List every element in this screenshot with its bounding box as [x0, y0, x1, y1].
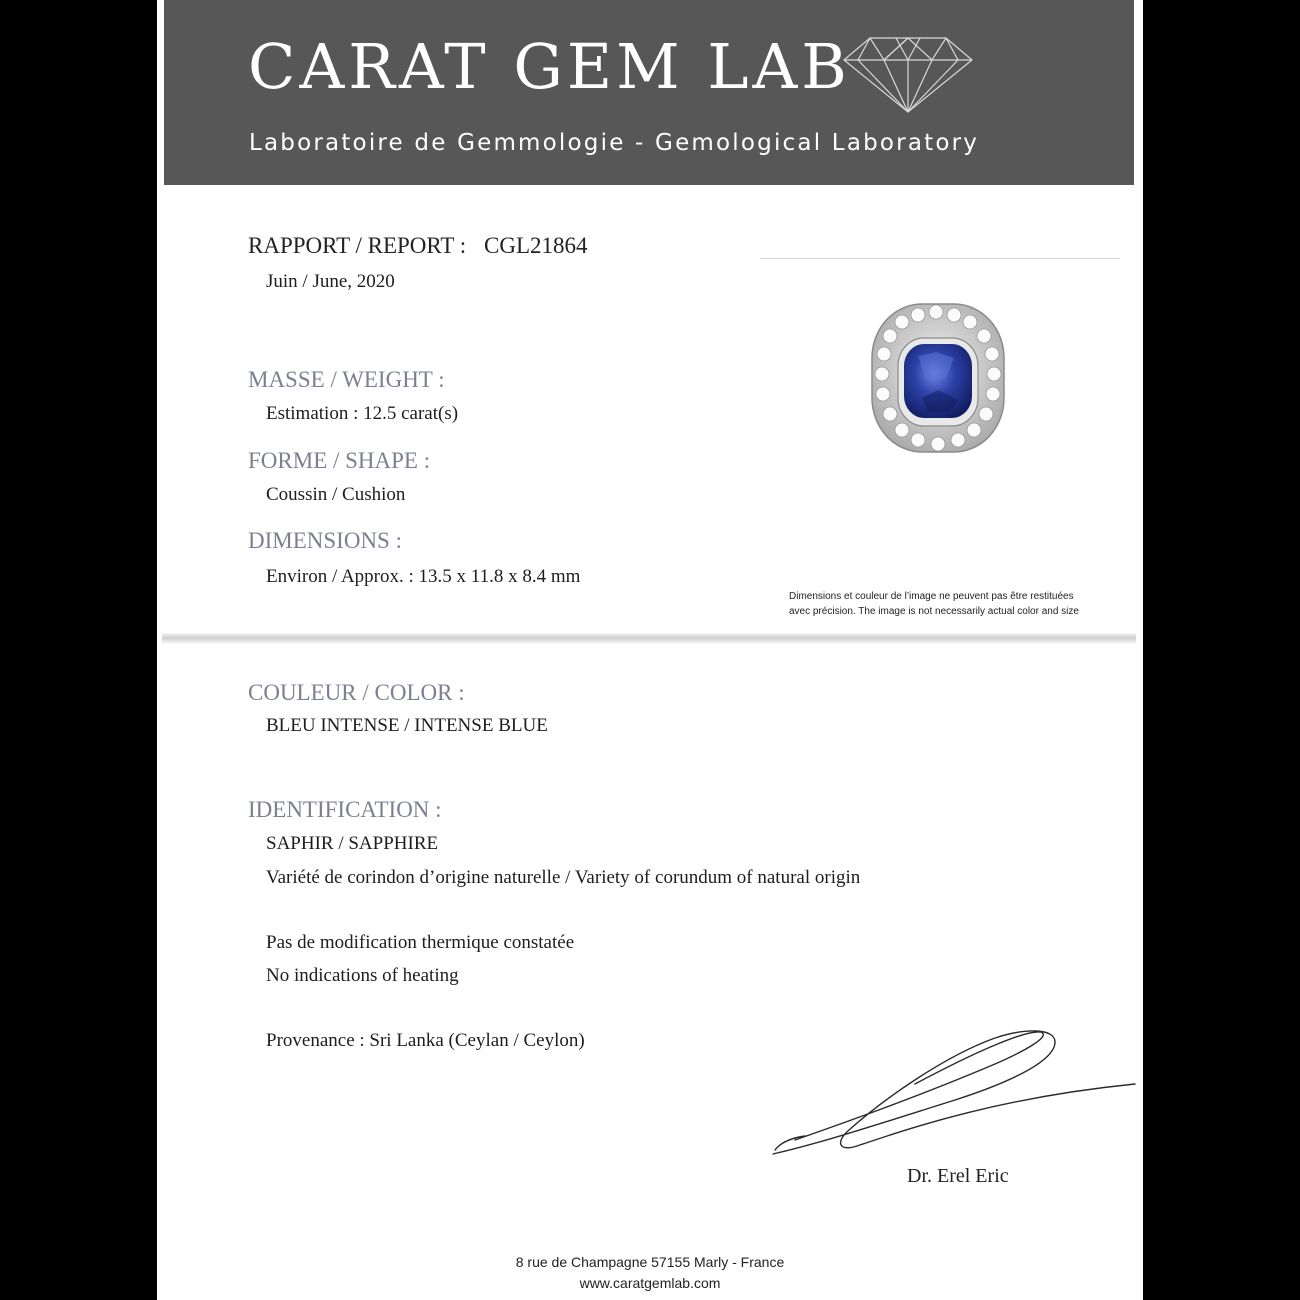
heat-treatment-fr: Pas de modification thermique constatée — [266, 932, 575, 953]
species-value: SAPHIR / SAPPHIRE — [266, 833, 439, 854]
section-divider — [162, 633, 1136, 644]
color-value: BLEU INTENSE / INTENSE BLUE — [266, 715, 548, 736]
brand-name: CARAT GEM LAB — [248, 30, 851, 103]
shape-value: Coussin / Cushion — [266, 484, 406, 505]
footer-address: 8 rue de Champagne 57155 Marly - France — [515, 1254, 785, 1270]
weight-value: Estimation : 12.5 carat(s) — [266, 403, 459, 424]
variety-value: Variété de corindon d’origine naturelle / Variety of corundum of natural origin — [266, 867, 861, 888]
footer-website: www.caratgemlab.com — [579, 1275, 721, 1291]
shape-label: FORME / SHAPE : — [248, 448, 431, 473]
heat-treatment-en: No indications of heating — [266, 965, 459, 986]
weight-label: MASSE / WEIGHT : — [248, 367, 445, 392]
dimensions-label: DIMENSIONS : — [248, 528, 402, 553]
lab-tagline: Laboratoire de Gemmologie - Gemological Laboratory — [249, 130, 980, 156]
identification-label: IDENTIFICATION : — [248, 797, 442, 822]
signatory-name: Dr. Erel Eric — [907, 1165, 1009, 1187]
image-disclaimer-line1: Dimensions et couleur de l’image ne peuvent pas être restituées — [789, 591, 1074, 602]
diamond-outline-icon — [842, 32, 974, 114]
image-disclaimer — [789, 589, 1079, 619]
origin-value: Provenance : Sri Lanka (Ceylan / Ceylon) — [266, 1030, 585, 1051]
color-label: COULEUR / COLOR : — [248, 680, 465, 705]
sapphire-ring-image — [866, 298, 1010, 458]
handwritten-signature — [765, 1022, 1137, 1162]
dimensions-value: Environ / Approx. : 13.5 x 11.8 x 8.4 mm — [266, 566, 581, 587]
image-disclaimer-line2: avec précision. The image is not necessarily actual color and size — [789, 606, 1079, 617]
report-label: RAPPORT / REPORT : — [248, 233, 467, 258]
report-date: Juin / June, 2020 — [266, 271, 395, 292]
report-number: CGL21864 — [484, 233, 588, 258]
header-rule — [760, 258, 1120, 259]
